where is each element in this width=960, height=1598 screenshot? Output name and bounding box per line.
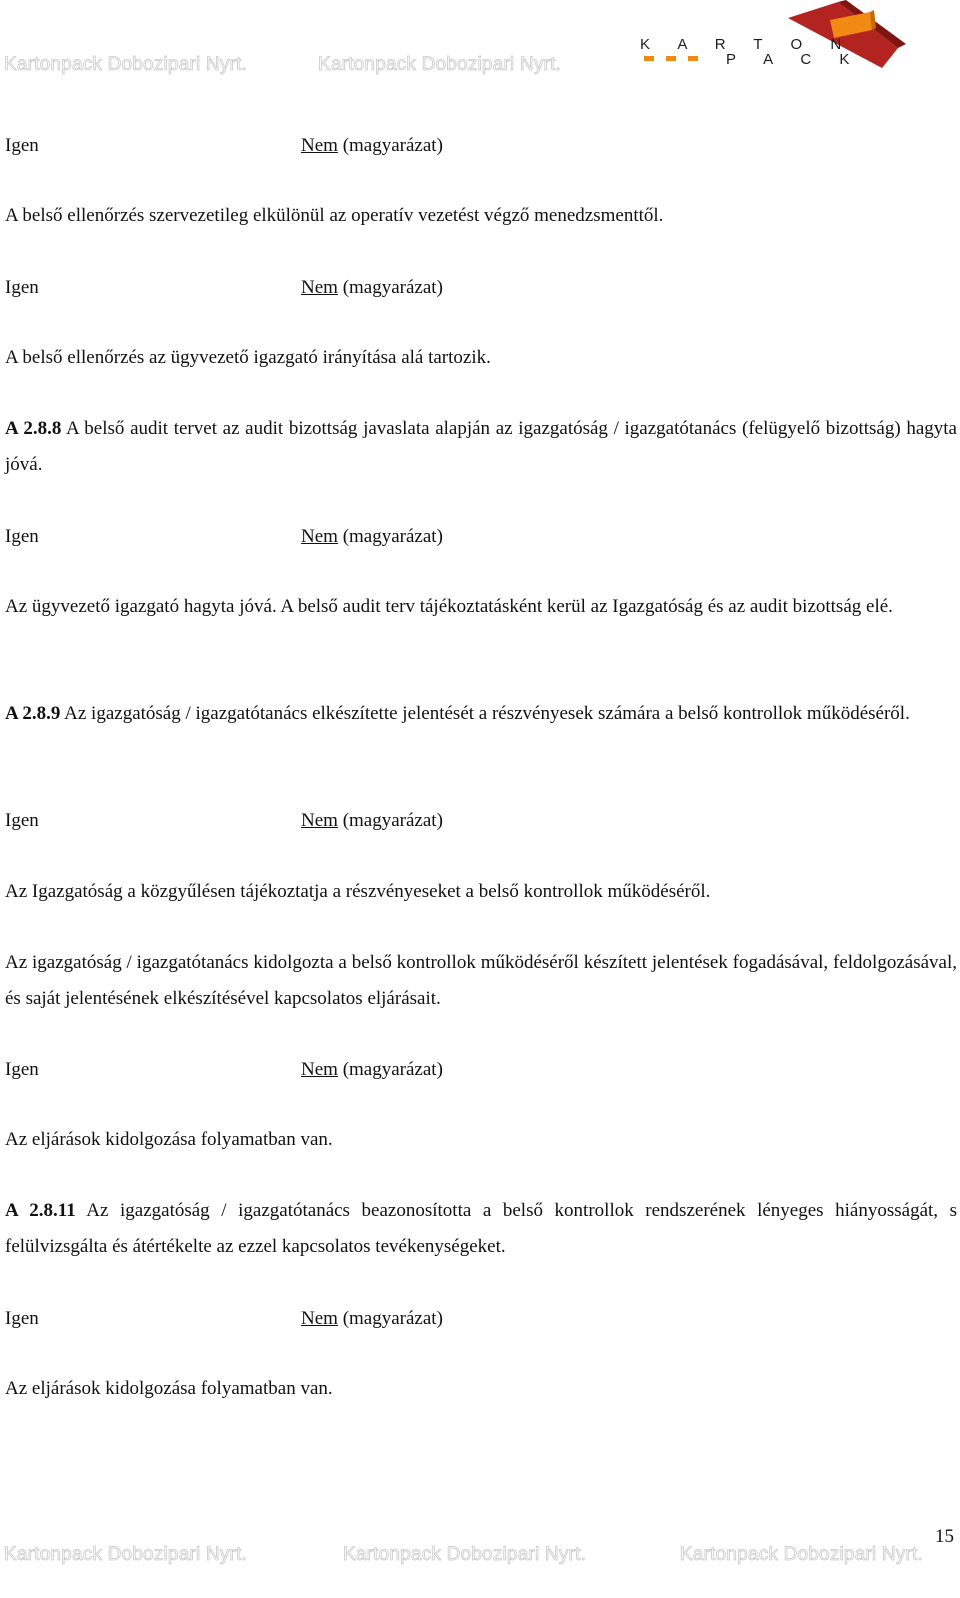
answer-no <box>301 806 443 836</box>
answer-no-label: Nem <box>301 1059 338 1080</box>
answer-no-suffix: (magyarázat) <box>342 810 443 831</box>
kartonpack-logo <box>640 0 960 80</box>
statement-1: A belső ellenőrzés szervezetileg elkülönül az operatív vezetést végző menedzsmenttől. <box>5 205 664 226</box>
comment-2-8-11: Az eljárások kidolgozása folyamatban van. <box>5 1378 333 1399</box>
question-text: Az igazgatóság / igazgatótanács beazonosította a belső kontrollok rendszerének lényeges hiányosságát, s felülvizsgálta és átértékelte az ezzel kapcsolatos tevékenységeket. <box>5 1200 958 1257</box>
answer-no-suffix: (magyarázat) <box>342 526 443 547</box>
question-id: A 2.8.9 <box>5 703 61 724</box>
answer-no-suffix: (magyarázat) <box>342 135 443 156</box>
comment-2-8-10: Az eljárások kidolgozása folyamatban van. <box>5 1129 333 1150</box>
answer-no-label: Nem <box>301 135 338 156</box>
logo-dots <box>644 56 724 62</box>
answer-no-suffix: (magyarázat) <box>342 1059 443 1080</box>
answer-yes: Igen <box>5 1059 39 1080</box>
comment-2-8-8: Az ügyvezető igazgató hagyta jóvá. A belső audit terv tájékoztatásként kerül az Igazgatóság és az audit bizottság elé. <box>5 596 893 617</box>
header-watermark-2: Kartonpack Dobozipari Nyrt. <box>318 54 562 75</box>
statement-2: A belső ellenőrzés az ügyvezető igazgató irányítása alá tartozik. <box>5 347 491 368</box>
answer-no <box>301 522 443 552</box>
answer-no-suffix: (magyarázat) <box>342 1308 443 1329</box>
question-id: A 2.8.11 <box>5 1200 76 1221</box>
answer-row-3 <box>5 522 605 552</box>
question-2-8-8 <box>5 411 957 483</box>
answer-yes: Igen <box>5 810 39 831</box>
question-id: A 2.8.8 <box>5 418 62 439</box>
question-2-8-9 <box>5 696 957 732</box>
answer-no-label: Nem <box>301 277 338 298</box>
footer-watermark-2: Kartonpack Dobozipari Nyrt. <box>343 1544 587 1565</box>
question-text: Az igazgatóság / igazgatótanács elkészítette jelentését a részvényesek számára a belső kontrollok működéséről. <box>64 703 910 724</box>
question-text: A belső audit tervet az audit bizottság javaslata alapján az igazgatóság / igazgatótanács (felügyelő bizottság) hagyta jóvá. <box>5 418 957 475</box>
answer-row-6 <box>5 1304 605 1334</box>
logo-text-karton: K A R T O N <box>640 36 854 53</box>
logo-text-pack: P A C K <box>726 51 862 68</box>
question-2-8-11 <box>5 1193 957 1265</box>
answer-yes: Igen <box>5 1308 39 1329</box>
footer-watermark-1: Kartonpack Dobozipari Nyrt. <box>4 1544 248 1565</box>
answer-yes: Igen <box>5 135 39 156</box>
answer-row-1 <box>5 131 605 161</box>
footer-watermark-3: Kartonpack Dobozipari Nyrt. <box>680 1544 924 1565</box>
answer-no <box>301 1055 443 1085</box>
comment-2-8-9: Az Igazgatóság a közgyűlésen tájékoztatja a részvényeseket a belső kontrollok működéséről. <box>5 881 711 902</box>
answer-row-2 <box>5 273 605 303</box>
question-2-8-10: Az igazgatóság / igazgatótanács kidolgozta a belső kontrollok működéséről készített jelentések fogadásával, feldolgozásával, és saját jelentésének elkészítésével kapcsolatos eljárásait. <box>5 952 957 1009</box>
answer-no-label: Nem <box>301 810 338 831</box>
answer-row-4 <box>5 806 605 836</box>
answer-no <box>301 131 443 161</box>
page-number: 15 <box>935 1526 954 1547</box>
answer-yes: Igen <box>5 277 39 298</box>
answer-no-label: Nem <box>301 526 338 547</box>
answer-no-suffix: (magyarázat) <box>342 277 443 298</box>
answer-no-label: Nem <box>301 1308 338 1329</box>
answer-no <box>301 273 443 303</box>
header-watermark-1: Kartonpack Dobozipari Nyrt. <box>4 54 248 75</box>
answer-no <box>301 1304 443 1334</box>
answer-row-5 <box>5 1055 605 1085</box>
answer-yes: Igen <box>5 526 39 547</box>
